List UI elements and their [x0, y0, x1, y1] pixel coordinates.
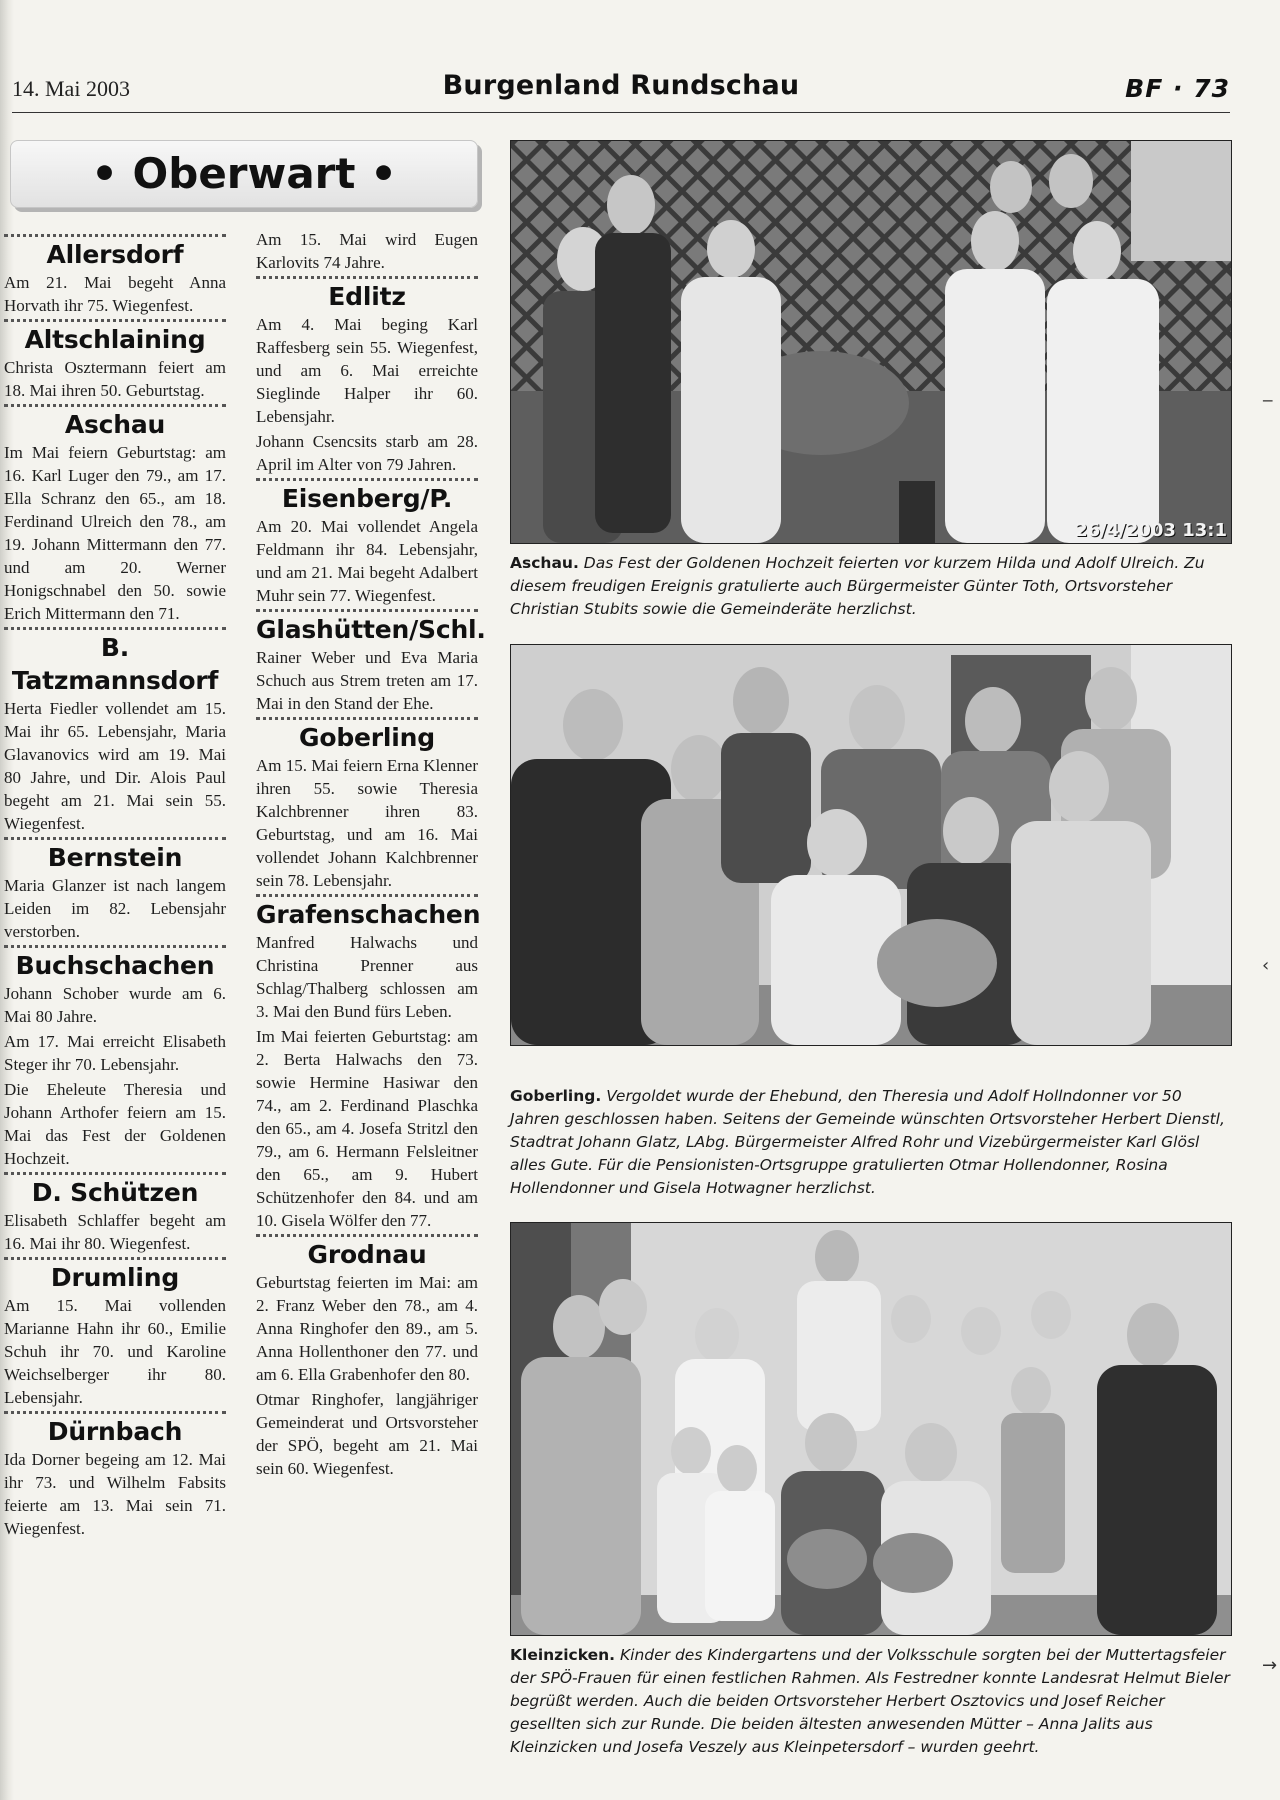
margin-mark: ‹ [1262, 955, 1270, 976]
page-number: BF · 73 [1125, 74, 1230, 103]
margin-mark: ‒ [1262, 390, 1274, 411]
entry-text: Am 20. Mai vollendet Angela Feldmann ihr 84. Lebensjahr, und am 21. Mai begeht Adalbert Muhr sein 77. Wiegenfest. [256, 517, 478, 605]
place-heading: Aschau [64, 410, 166, 439]
photo-goberling [510, 644, 1232, 1046]
entry-text: Am 21. Mai begeht Anna Horvath ihr 75. Wiegenfest. [4, 273, 226, 315]
list-item [256, 717, 478, 892]
photo-timestamp: 26/4/2003 13:1 [1075, 520, 1227, 541]
caption-text: Das Fest der Goldenen Hochzeit feierten vor kurzem Hilda und Adolf Ulreich. Zu diesem freudigen Ereignis gratulierte auch Bürgermeister Günter Toth, Ortsvorsteher Christian Stubits sowie die Gemeinderäte herzlichst. [510, 554, 1205, 618]
entry-text: Herta Fiedler vollendet am 15. Mai ihr 65. Lebensjahr, Maria Glavanovics wird am 19. Mai 80 Jahre, und Dir. Alois Paul begeht am 21. Mai sein 55. Wiegenfest. [4, 699, 226, 833]
entry-text: Ida Dorner begeing am 12. Mai ihr 73. und Wilhelm Fabsits feierte am 13. Mai sein 71. Wiegenfest. [4, 1450, 226, 1538]
place-heading: Bernstein [47, 843, 183, 872]
list-item [4, 945, 226, 1170]
newspaper-title: Burgenland Rundschau [442, 70, 800, 101]
divider [4, 404, 226, 407]
entry-text: Johann Schober wurde am 6. Mai 80 Jahre. [4, 984, 226, 1026]
list-item [4, 319, 226, 402]
place-heading: Glashütten/Schl. [256, 615, 486, 644]
entry-text: Christa Osztermann feiert am 18. Mai ihren 50. Geburtstag. [4, 358, 226, 400]
divider [4, 627, 226, 630]
caption-place: Aschau. [510, 554, 579, 572]
list-item [4, 234, 226, 317]
margin-mark: → [1262, 1655, 1278, 1676]
list-item [256, 894, 481, 1232]
place-heading: Grodnau [307, 1240, 427, 1269]
divider [4, 234, 226, 237]
place-heading: Edlitz [328, 282, 406, 311]
divider [256, 609, 478, 612]
photo-aschau-image [511, 141, 1231, 543]
entry-text: Am 17. Mai erreicht Elisabeth Steger ihr 70. Lebensjahr. [4, 1032, 226, 1074]
place-heading: Goberling [299, 723, 435, 752]
list-item [256, 228, 478, 274]
caption-place: Goberling. [510, 1087, 602, 1105]
divider [4, 945, 226, 948]
section-title: • Oberwart • [10, 140, 478, 208]
column-middle [256, 228, 486, 1482]
entry-text: Rainer Weber und Eva Maria Schuch aus Strem treten am 17. Mai in den Stand der Ehe. [256, 648, 478, 713]
photo-caption [510, 1085, 1232, 1200]
list-item [256, 1234, 478, 1480]
place-heading: B. Tatzmannsdorf [11, 633, 219, 695]
list-item [4, 837, 226, 943]
place-heading: Altschlaining [24, 325, 206, 354]
photo-kleinzicken-image [511, 1223, 1231, 1635]
divider [4, 1172, 226, 1175]
list-item [4, 404, 226, 625]
divider [4, 837, 226, 840]
place-heading: Allersdorf [46, 240, 184, 269]
place-heading: Dürnbach [47, 1417, 183, 1446]
entry-text: Elisabeth Schlaffer begeht am 16. Mai ihr 80. Wiegenfest. [4, 1211, 226, 1253]
photo-caption [510, 1644, 1232, 1759]
photo-caption [510, 552, 1232, 621]
photo-aschau [510, 140, 1232, 544]
photo-kleinzicken [510, 1222, 1232, 1636]
divider [256, 717, 478, 720]
place-heading: Buchschachen [15, 951, 215, 980]
divider [256, 1234, 478, 1237]
entry-text: Johann Csencsits starb am 28. April im Alter von 79 Jahren. [256, 432, 478, 474]
entry-text: Manfred Halwachs und Christina Prenner aus Schlag/Thalberg schlossen am 3. Mai den Bund fürs Leben. [256, 933, 478, 1021]
column-left [4, 232, 226, 1542]
entry-text: Am 15. Mai vollenden Marianne Hahn ihr 60., Emilie Schuh ihr 70. und Karoline Weichselberger ihr 80. Lebensjahr. [4, 1296, 226, 1407]
place-heading: Grafenschachen [256, 900, 481, 929]
masthead [12, 70, 1230, 113]
issue-date: 14. Mai 2003 [12, 76, 130, 101]
entry-text: Am 15. Mai wird Eugen Karlovits 74 Jahre. [256, 230, 478, 272]
divider [256, 894, 478, 897]
place-heading: Drumling [50, 1263, 180, 1292]
list-item [4, 627, 226, 835]
entry-text: Maria Glanzer ist nach langem Leiden im 82. Lebensjahr verstorben. [4, 876, 226, 941]
list-item [256, 478, 478, 607]
list-item [4, 1411, 226, 1540]
photo-goberling-image [511, 645, 1231, 1045]
entry-text: Am 15. Mai feiern Erna Klenner ihren 55. sowie Theresia Kalchbrenner ihren 83. Geburtstag, und am 16. Mai vollendet Johann Kalchbrenner sein 78. Lebensjahr. [256, 756, 478, 890]
entry-text: Im Mai feierten Geburtstag: am 2. Berta Halwachs den 73. sowie Hermine Hasiwar den 74., am 2. Ferdinand Plaschka den 65., am 4. Josefa Stritzl den 79., am 6. Hermann Felsleitner den 65., am 9. Hubert Schützenhofer den 84. und am 10. Gisela Wölfer den 77. [256, 1027, 478, 1230]
entry-text: Im Mai feiern Geburtstag: am 16. Karl Luger den 79., am 17. Ella Schranz den 65., am 18. Ferdinand Ulreich den 78., am 19. Johann Mittermann den 77. und am 20. Werner Honigschnabel den 50. sowie Erich Mittermann den 71. [4, 443, 226, 623]
list-item [4, 1172, 226, 1255]
list-item [4, 1257, 226, 1409]
entry-text: Am 4. Mai beging Karl Raffesberg sein 55. Wiegenfest, und am 6. Mai erreichte Sieglinde Halper ihr 60. Lebensjahr. [256, 315, 478, 426]
entry-text: Geburtstag feierten im Mai: am 2. Franz Weber den 78., am 4. Anna Ringhofer den 89., am 5. Anna Hollenthoner den 77. und am 6. Ella Grabenhofer den 80. [256, 1273, 478, 1384]
divider [4, 1411, 226, 1414]
list-item [256, 276, 478, 476]
entry-text: Otmar Ringhofer, langjähriger Gemeinderat und Ortsvorsteher der SPÖ, begeht am 21. Mai sein 60. Wiegenfest. [256, 1390, 478, 1478]
divider [4, 1257, 226, 1260]
divider [4, 319, 226, 322]
caption-place: Kleinzicken. [510, 1646, 616, 1664]
entry-text: Die Eheleute Theresia und Johann Arthofer feiern am 15. Mai das Fest der Goldenen Hochzeit. [4, 1080, 226, 1168]
place-heading: D. Schützen [31, 1178, 199, 1207]
divider [256, 478, 478, 481]
caption-text: Kinder des Kindergartens und der Volksschule sorgten bei der Muttertagsfeier der SPÖ-Frauen für einen festlichen Rahmen. Als Festredner konnte Landesrat Helmut Bieler begrüßt werden. Auch die beiden Ortsvorsteher Herbert Osztovics und Josef Reicher gesellten sich zur Runde. Die beiden ältesten anwesenden Mütter – Anna Jalits aus Kleinzicken und Josefa Veszely aus Kleinpetersdorf – wurden geehrt. [510, 1646, 1230, 1756]
divider [256, 276, 478, 279]
caption-text: Vergoldet wurde der Ehebund, den Theresia und Adolf Hollndonner vor 50 Jahren geschlossen haben. Seitens der Gemeinde wünschten Ortsvorsteher Herbert Dienstl, Stadtrat Johann Glatz, LAbg. Bürgermeister Alfred Rohr und Vizebürgermeister Karl Glösl alles Gute. Für die Pensionisten-Ortsgruppe gratulierten Otmar Hollendonner, Rosina Hollendonner und Gisela Hotwagner herzlichst. [510, 1087, 1225, 1197]
list-item [256, 609, 486, 715]
place-heading: Eisenberg/P. [281, 484, 453, 513]
